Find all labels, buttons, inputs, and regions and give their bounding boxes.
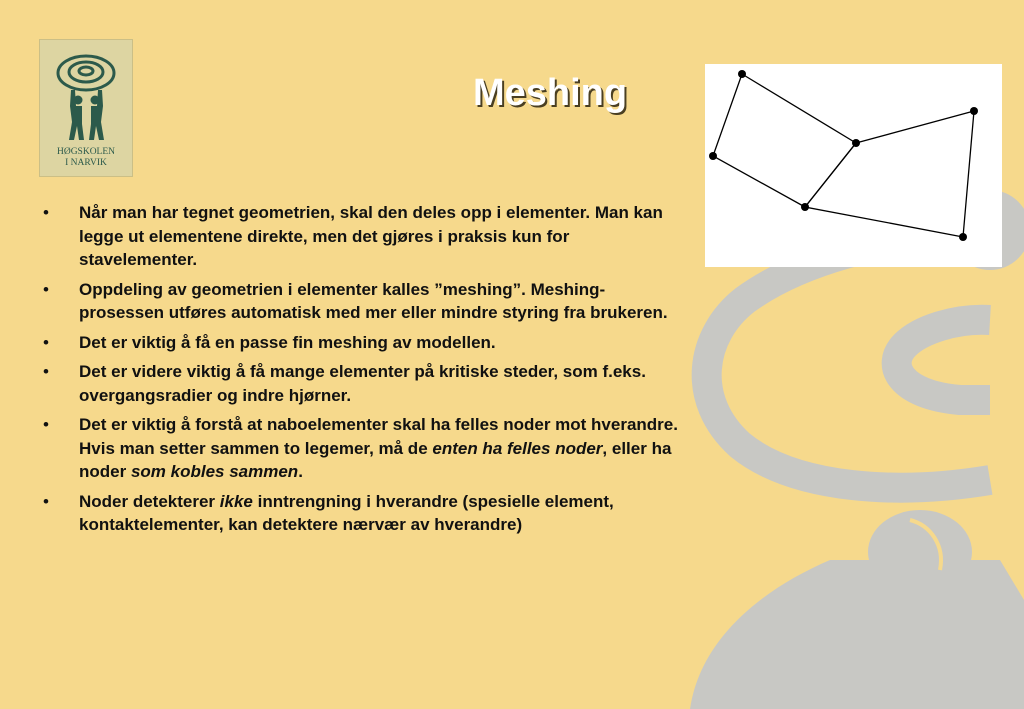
bullet-emphasis: som kobles sammen	[130, 462, 299, 481]
bullet-text: Det er viktig å få en passe fin meshing av modellen.	[79, 332, 496, 352]
atlas-emblem-icon	[40, 40, 134, 150]
bullet-text: inntrengning i hverandre (spesielle element, kontaktelementer, kan detektere nærvær av hverandre)	[79, 491, 614, 534]
bullet-text: .	[298, 462, 303, 481]
bullet-item	[40, 413, 690, 484]
mesh-node	[852, 139, 860, 147]
college-logo	[39, 39, 133, 177]
bullet-item	[40, 360, 690, 407]
bullet-emphasis: enten ha felles noder	[432, 438, 603, 458]
mesh-element-left	[713, 74, 856, 207]
mesh-node	[738, 70, 746, 78]
bullet-text: , eller ha noder	[79, 438, 672, 481]
bullet-item	[40, 201, 690, 272]
logo-text-line2: I NARVIK	[65, 158, 107, 168]
mesh-diagram	[705, 64, 1002, 267]
bullet-text: Når man har tegnet geometrien, skal den deles opp i elementer. Man kan legge ut elementene direkte, men det gjøres i praksis kun for stavelementer.	[79, 203, 663, 269]
bullet-item	[40, 490, 690, 537]
slide-title: Meshing	[472, 72, 628, 114]
mesh-node	[970, 107, 978, 115]
mesh-element-right	[805, 111, 974, 237]
mesh-node	[801, 203, 809, 211]
mesh-elements-drawing	[705, 64, 1002, 267]
logo-text-line1: HØGSKOLEN	[56, 147, 116, 157]
bullet-text: Oppdeling av geometrien i elementer kalles ”meshing”. Meshing-prosessen utføres automatisk med mer eller mindre styring fra brukeren.	[79, 279, 668, 322]
bullet-text: Det er viktig å forstå at naboelementer skal ha felles noder mot hverandre. Hvis man setter sammen to legemer, må de	[79, 415, 678, 458]
bullet-text: Noder detekterer	[79, 491, 220, 511]
bullet-emphasis: ikke	[219, 491, 253, 511]
bullet-text: Det er videre viktig å få mange elementer på kritiske steder, som f.eks. overgangsradier og indre hjørner.	[79, 362, 646, 405]
mesh-node	[709, 152, 717, 160]
bullet-item	[40, 331, 690, 355]
bullet-item	[40, 278, 690, 325]
bullet-list	[40, 201, 690, 543]
mesh-node	[959, 233, 967, 241]
